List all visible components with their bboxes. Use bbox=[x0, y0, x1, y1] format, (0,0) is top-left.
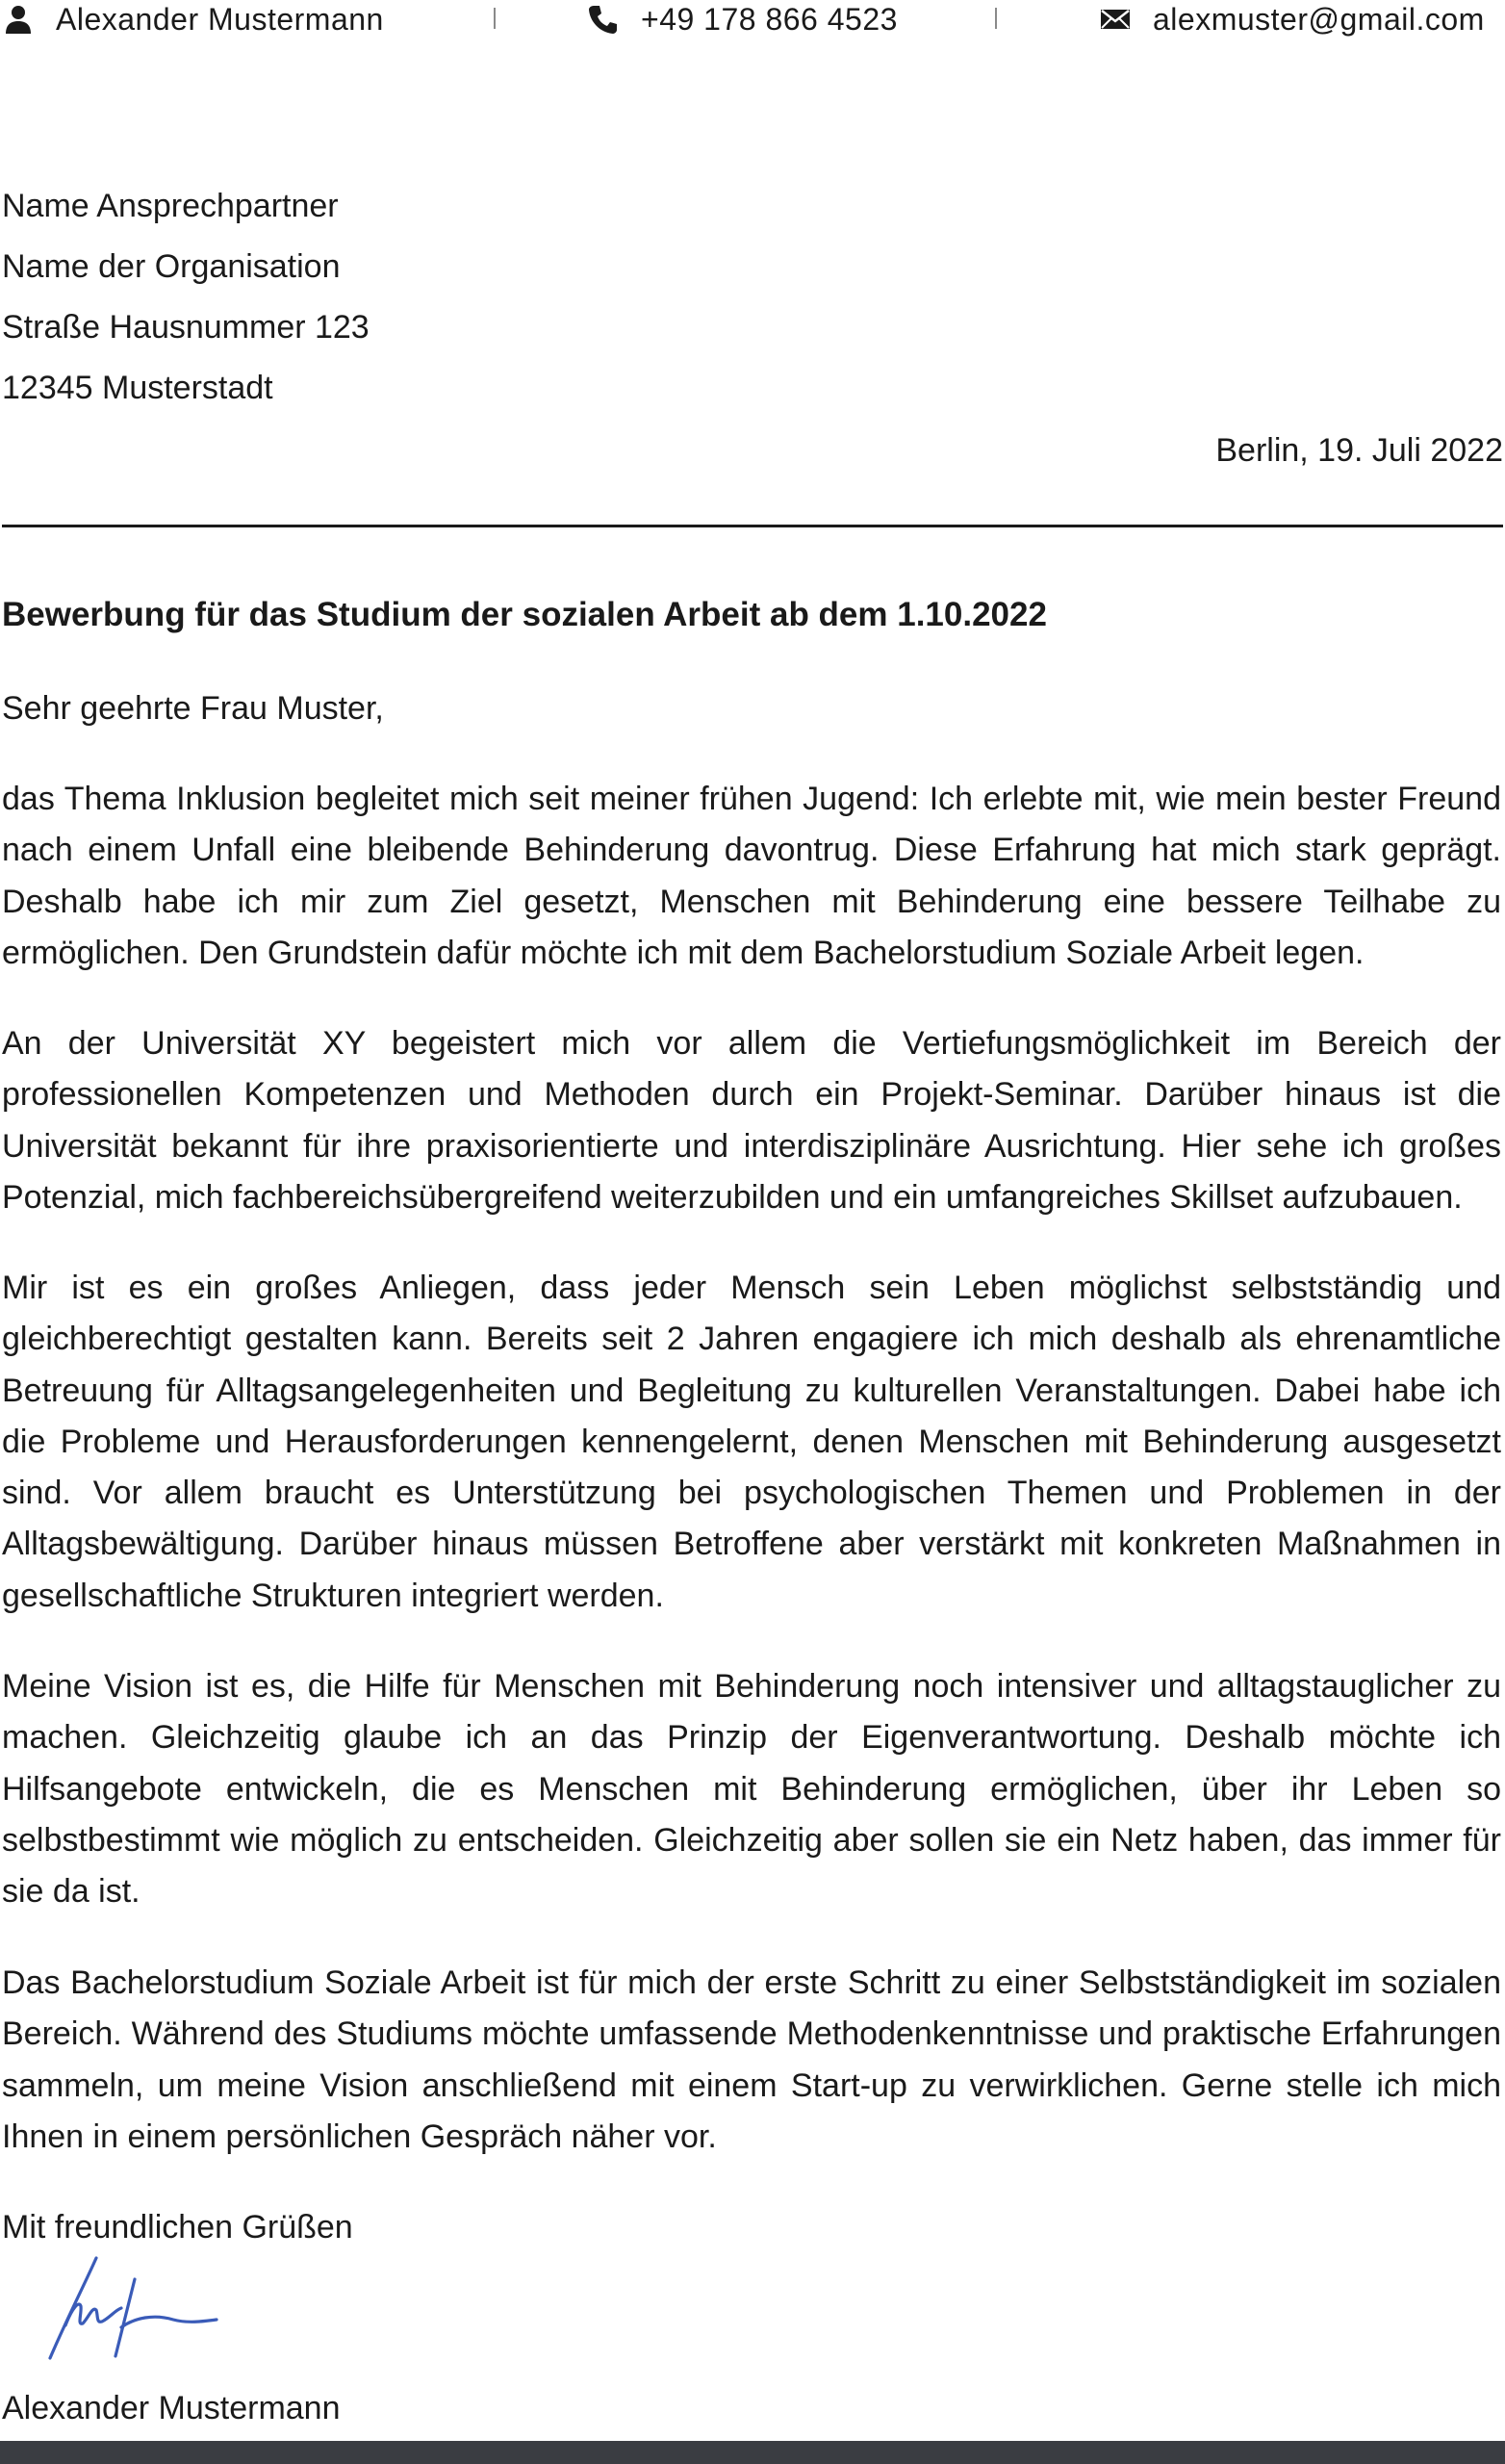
recipient-line: Name der Organisation bbox=[2, 248, 341, 285]
phone-icon bbox=[587, 3, 620, 36]
contact-phone bbox=[587, 0, 898, 38]
recipient-line: 12345 Musterstadt bbox=[2, 370, 273, 406]
email-address[interactable]: alexmuster@gmail.com bbox=[1153, 1, 1485, 37]
body-paragraph: Mir ist es ein großes Anliegen, dass jeder Mensch sein Leben möglichst selbstständig und gleichberechtigt gestalten kann. Bereits seit 2 Jahren engagiere ich mich deshalb als ehrenamtliche Betreuung für Alltagsangelegenheiten und Begleitung zu kulturellen Veranstaltungen. Dabei habe ich die Probleme und Herausforderungen kennengelernt, denen Menschen mit Behinderung ausgesetzt sind. Vor allem braucht es Unterstützung bei psychologischen Themen und Problemen in der Alltagsbewältigung. Darüber hinaus müssen Betroffene aber verstärkt mit konkreten Maßnahmen in gesellschaftliche Strukturen integriert werden. bbox=[2, 1270, 1501, 1614]
body-paragraph: Das Bachelorstudium Soziale Arbeit ist für mich der erste Schritt zu einer Selbstständigkeit im sozialen Bereich. Während des Studiums möchte umfassende Methodenkenntnisse und praktische Erfahrungen sammeln, um meine Vision anschließend mit einem Start-up zu verwirklichen. Gerne stelle ich mich Ihnen in einem persönlichen Gespräch näher vor. bbox=[2, 1964, 1501, 2155]
footer-bar bbox=[0, 2441, 1505, 2464]
recipient-address bbox=[2, 181, 1501, 424]
letter-date: Berlin, 19. Juli 2022 bbox=[1215, 432, 1503, 469]
salutation: Sehr geehrte Frau Muster, bbox=[2, 690, 384, 727]
sender-name: Alexander Mustermann bbox=[56, 1, 384, 37]
contact-header bbox=[0, 0, 1505, 38]
contact-email bbox=[1099, 0, 1485, 38]
handwritten-signature bbox=[29, 2250, 231, 2366]
body-paragraph: An der Universität XY begeistert mich vor allem die Vertiefungsmöglichkeit im Bereich der professionellen Kompetenzen und Methoden durch ein Projekt-Seminar. Darüber hinaus ist die Universität bekannt für ihre praxisorientierte und interdisziplinäre Ausrichtung. Hier sehe ich großes Potenzial, mich fachbereichsübergreifend weiterzubilden und ein umfangreiches Skillset aufzubauen. bbox=[2, 1025, 1501, 1216]
phone-number[interactable]: +49 178 866 4523 bbox=[641, 1, 898, 37]
body-paragraph: das Thema Inklusion begleitet mich seit meiner frühen Jugend: Ich erlebte mit, wie mein bester Freund nach einem Unfall eine bleibende Behinderung davontrug. Diese Erfahrung hat mich stark geprägt. Deshalb habe ich mir zum Ziel gesetzt, Menschen mit Behinderung eine bessere Teilhabe zu ermöglichen. Den Grundstein dafür möchte ich mit dem Bachelorstudium Soziale Arbeit legen. bbox=[2, 781, 1501, 971]
recipient-line: Straße Hausnummer 123 bbox=[2, 309, 370, 346]
header-separator bbox=[494, 8, 496, 29]
divider bbox=[2, 525, 1503, 527]
signer-name: Alexander Mustermann bbox=[2, 2390, 341, 2426]
recipient-line: Name Ansprechpartner bbox=[2, 188, 339, 224]
contact-name bbox=[2, 0, 384, 38]
closing: Mit freundlichen Grüßen bbox=[2, 2209, 353, 2246]
header-separator bbox=[995, 8, 997, 29]
body-paragraph: Meine Vision ist es, die Hilfe für Menschen mit Behinderung noch intensiver und alltagstauglicher zu machen. Gleichzeitig glaube ich an das Prinzip der Eigenverantwortung. Deshalb möchte ich Hilfsangebote entwickeln, die es Menschen mit Behinderung ermöglichen, über ihr Leben so selbstbestimmt wie möglich zu entscheiden. Gleichzeitig aber sollen sie ein Netz haben, das immer für sie da ist. bbox=[2, 1668, 1501, 1911]
letter-subject: Bewerbung für das Studium der sozialen Arbeit ab dem 1.10.2022 bbox=[2, 596, 1047, 633]
user-icon bbox=[2, 3, 35, 36]
envelope-icon bbox=[1099, 3, 1132, 36]
